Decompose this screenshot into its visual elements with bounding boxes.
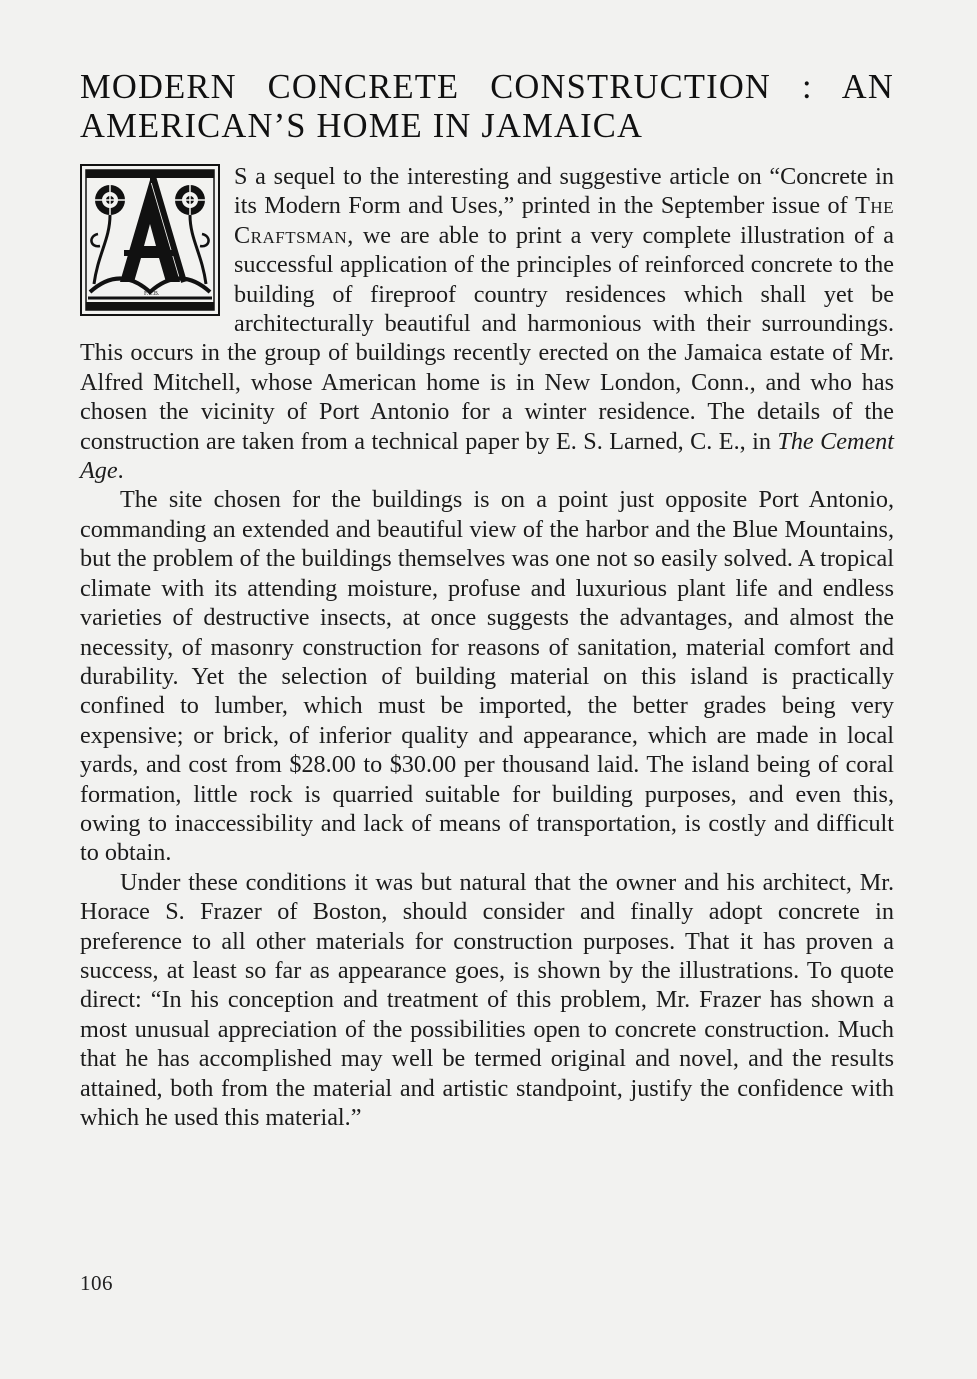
ornamental-letter-a-icon [80,164,220,316]
journal-name: The Cement Age [80,427,894,485]
page-number: 106 [80,1271,113,1295]
paragraph-2: The site chosen for the buildings is on a point just opposite Port Antonio, commanding an extended and beautiful view of the harbor and the Blue Mountains, but the problem of the buildings themselves was one not so easily solved. A tropical climate with its attending moisture, profuse and luxurious plant life and endless varieties of destructive insects, at once suggests the advantages, and almost the necessity, of masonry construction for reasons of sanitation, material comfort and durability. Yet the selection of building material on this island is practically confined to lumber, which must be imported, the better grades being very expensive; or brick, of inferior quality and appearance, which are made in local yards, and cost from $28.00 to $30.00 per thousand laid. The island being of coral formation, little rock is quarried suitable for building purposes, and even this, owing to inaccessibility and lack of means of transportation, is costly and difficult to obtain. [80,486,894,867]
paragraph-1-text-b: we are able to print a very complete illustration of a successful application of the principles of reinforced concrete to the building of fireproof country residences which shall yet be architecturally beautiful and harmonious with their surroundings. This occurs in the group of buildings recently erected on the Jamaica estate of Mr. Alfred Mitchell, whose American home is in New London, Conn., and who has chosen the vicinity of Port Antonio for a winter residence. The details of the construction are taken from a technical paper by E. S. Larned, C. E., in [80,221,894,455]
paragraph-3: Under these conditions it was but natural that the owner and his architect, Mr. Horace S. Frazer of Boston, should consider and finally adopt concrete in preference to all other materials for construction purposes. That it has proven a success, at least so far as appearance goes, is shown by the illustrations. To quote direct: “In his conception and treatment of this problem, Mr. Frazer has shown a most unusual appreciation of the possibilities open to concrete construction. Much that he has accomplished may well be termed original and novel, and the results attained, both from the material and artistic standpoint, justify the confidence with which he used this material.” [80,868,894,1131]
title-line-2: AMERICAN’S HOME IN JAMAICA [80,107,644,145]
magazine-name: The Craftsman, [234,192,894,249]
paragraph-1-text-a: S a sequel to the interesting and suggestive article on “Concrete in its Modern Form and Uses,” printed in the September issue of [234,163,894,220]
dropcap-initials: F.C.B. [144,291,160,297]
title-line-1: MODERN CONCRETE CONSTRUCTION : AN [80,68,894,106]
decorative-initial-a [80,164,220,316]
paragraph-1-text-c: . [117,457,124,485]
article-page [80,68,894,1132]
article-body [80,162,894,1132]
article-title [80,68,894,146]
